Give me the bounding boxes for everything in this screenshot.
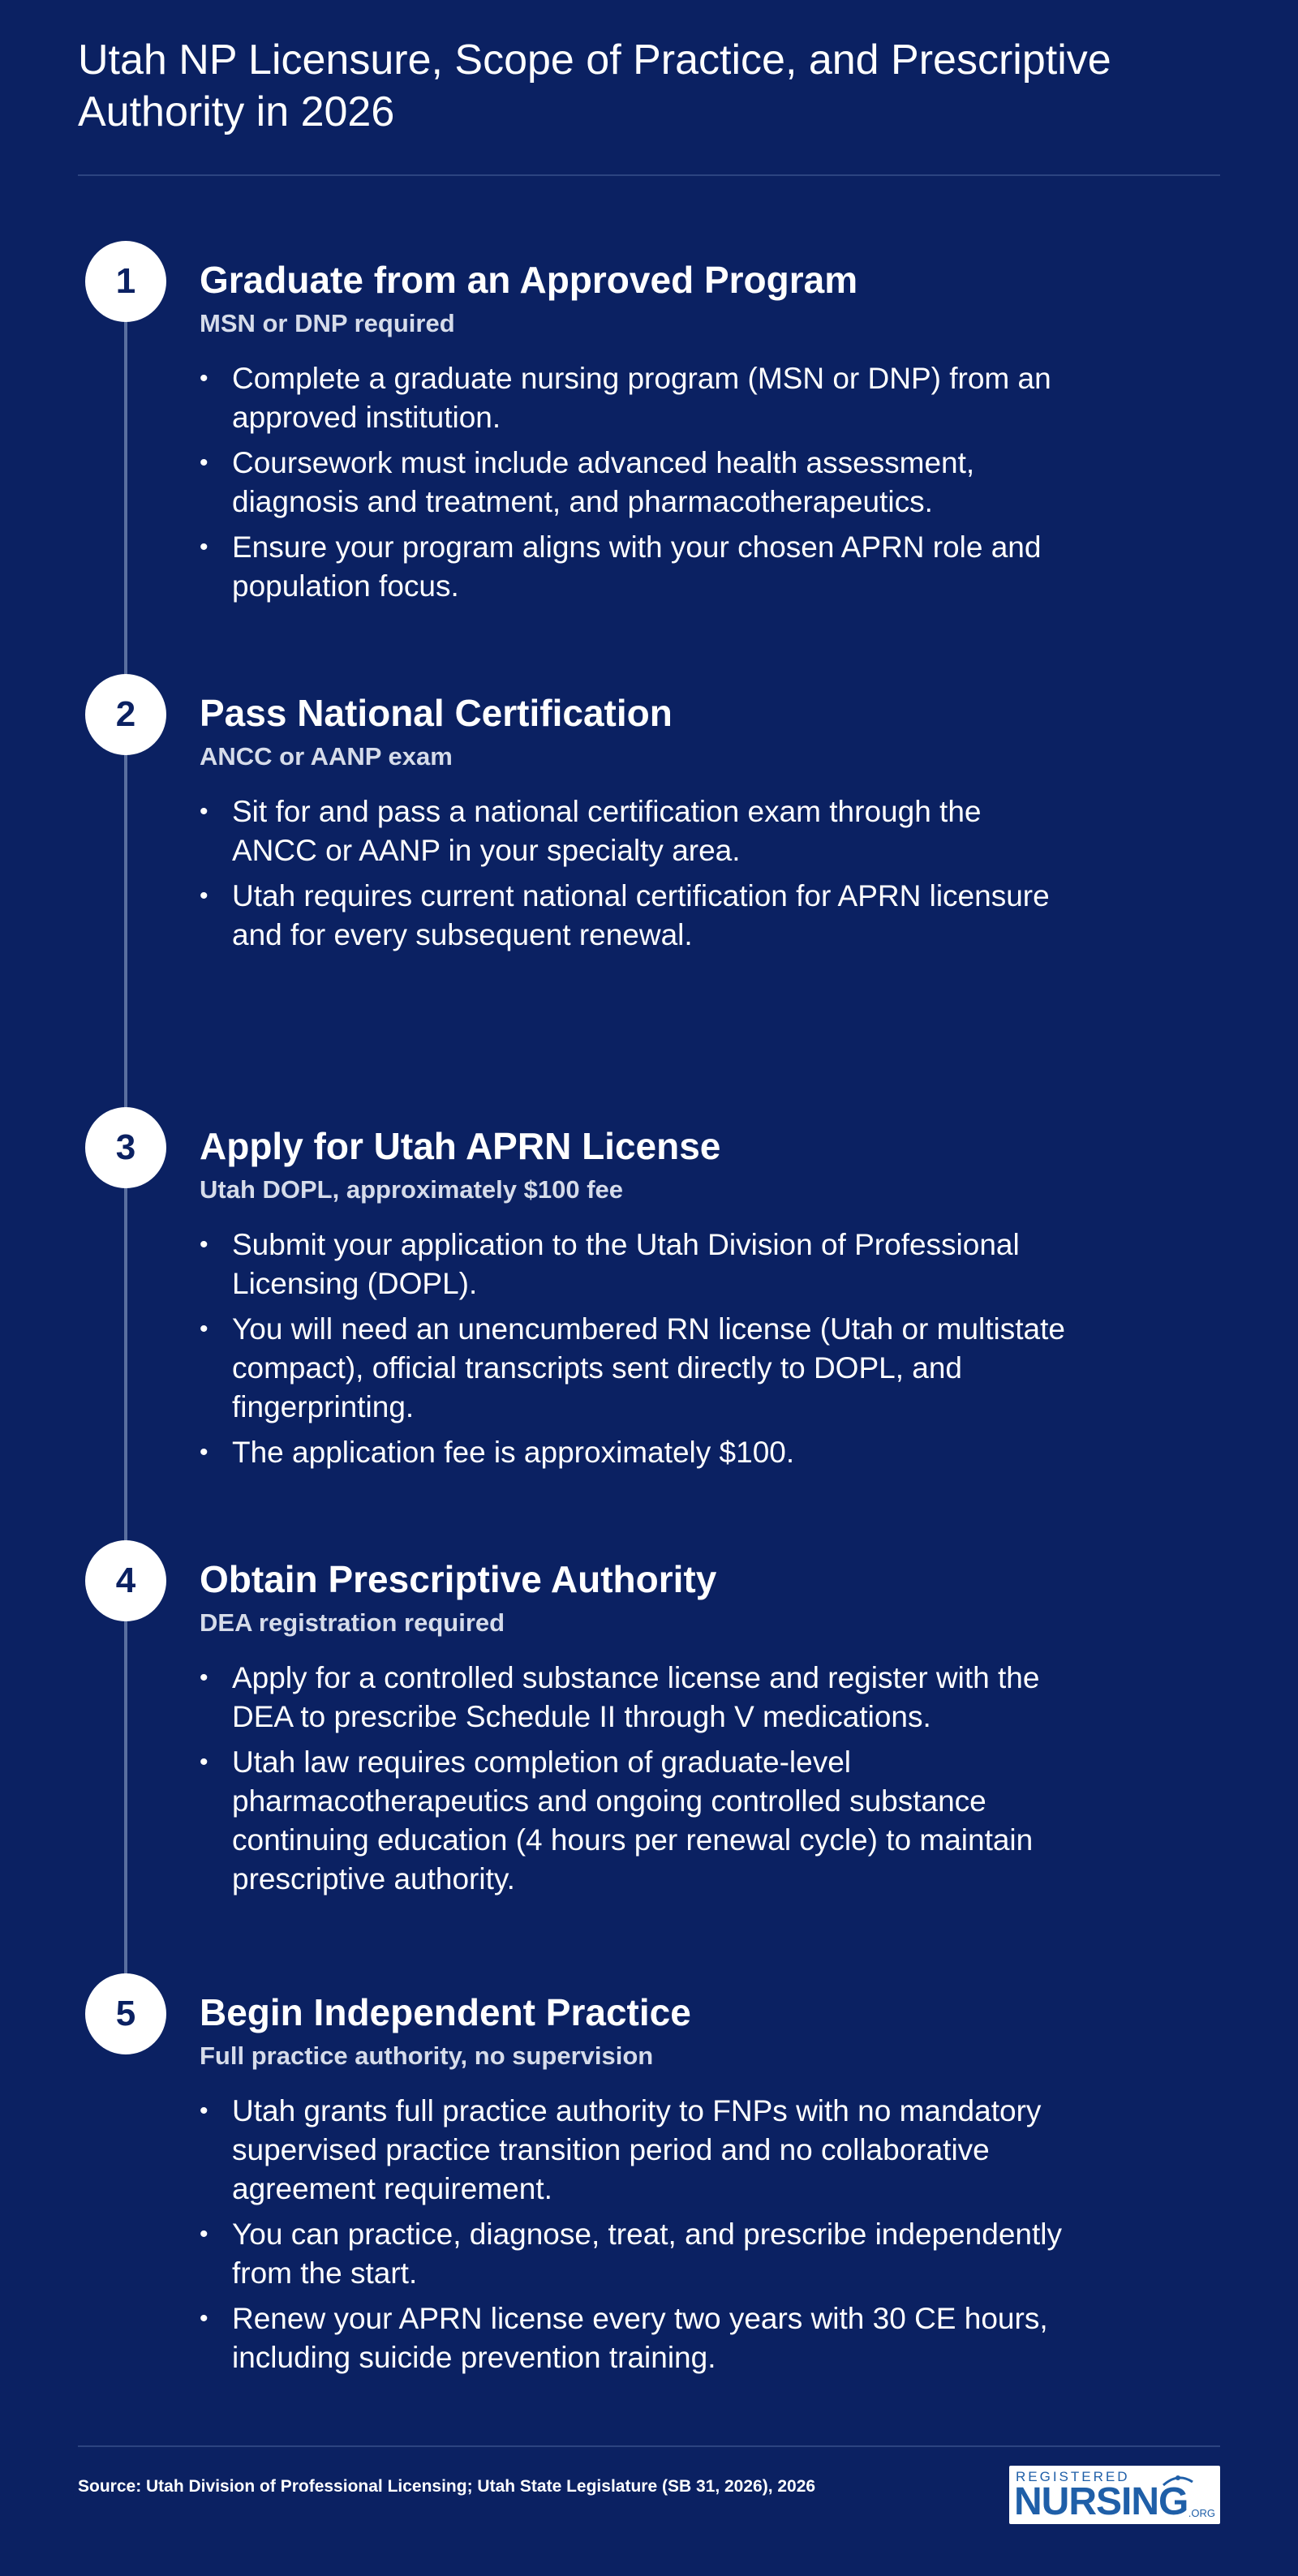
step-title: Pass National Certification (200, 692, 673, 734)
bullet-item: • Ensure your program aligns with your chosen APRN role and population focus. (200, 528, 1068, 606)
step-subtitle: Full practice authority, no supervision (200, 2041, 654, 2070)
bullet-item: • Coursework must include advanced health assessment, diagnosis and treatment, and pharmacotherapeutics. (200, 444, 1068, 522)
registered-nursing-logo (1009, 2466, 1220, 2524)
step-number-circle: 2 (85, 674, 166, 755)
bullet-item: • Utah requires current national certification for APRN licensure and for every subsequent renewal. (200, 877, 1068, 955)
bullet-item: • You will need an unencumbered RN license (Utah or multistate compact), official transcripts sent directly to DOPL, and fingerprinting. (200, 1310, 1068, 1427)
bullet-item: • Utah law requires completion of graduate-level pharmacotherapeutics and ongoing controlled substance continuing education (4 hours per renewal cycle) to maintain prescriptive authority. (200, 1743, 1068, 1899)
bullet-item: • Utah grants full practice authority to FNPs with no mandatory supervised practice transition period and no collaborative agreement requirement. (200, 2092, 1068, 2209)
bullet-item: • Sit for and pass a national certification exam through the ANCC or AANP in your specialty area. (200, 792, 1068, 870)
step-bullet-list (200, 359, 1068, 612)
bullet-item: • You can practice, diagnose, treat, and prescribe independently from the start. (200, 2215, 1068, 2293)
bullet-item: • Submit your application to the Utah Division of Professional Licensing (DOPL). (200, 1226, 1068, 1303)
step-bullet-list (200, 1226, 1068, 1479)
bullet-item: • Complete a graduate nursing program (MSN or DNP) from an approved institution. (200, 359, 1068, 437)
logo-suffix-text: .ORG (1188, 2507, 1215, 2519)
step-subtitle: ANCC or AANP exam (200, 742, 453, 771)
step-number-circle: 5 (85, 1973, 166, 2054)
bullet-item: • The application fee is approximately $100. (200, 1433, 1068, 1472)
step-bullet-list (200, 2092, 1068, 2384)
footer-divider (78, 2445, 1220, 2447)
source-citation: Source: Utah Division of Professional Licensing; Utah State Legislature (SB 31, 2026), 2026 (78, 2477, 816, 2496)
step-number-circle: 3 (85, 1107, 166, 1188)
step-title: Obtain Prescriptive Authority (200, 1558, 717, 1600)
bullet-item: • Renew your APRN license every two years with 30 CE hours, including suicide prevention training. (200, 2299, 1068, 2377)
bullet-item: • Apply for a controlled substance license and register with the DEA to prescribe Schedule II through V medications. (200, 1659, 1068, 1737)
step-title: Apply for Utah APRN License (200, 1125, 721, 1167)
step-title: Begin Independent Practice (200, 1991, 691, 2033)
step-number-circle: 1 (85, 241, 166, 322)
step-number-circle: 4 (85, 1540, 166, 1621)
step-subtitle: Utah DOPL, approximately $100 fee (200, 1175, 624, 1204)
step-title: Graduate from an Approved Program (200, 259, 858, 301)
step-subtitle: MSN or DNP required (200, 309, 455, 337)
page-title: Utah NP Licensure, Scope of Practice, and Prescriptive Authority in 2026 (78, 36, 1111, 135)
logo-top-text: REGISTERED (1016, 2469, 1130, 2484)
title-divider (78, 174, 1220, 176)
step-subtitle: DEA registration required (200, 1608, 505, 1637)
step-bullet-list (200, 1659, 1068, 1905)
logo-main-text: NURSING (1014, 2480, 1188, 2523)
step-bullet-list (200, 792, 1068, 961)
